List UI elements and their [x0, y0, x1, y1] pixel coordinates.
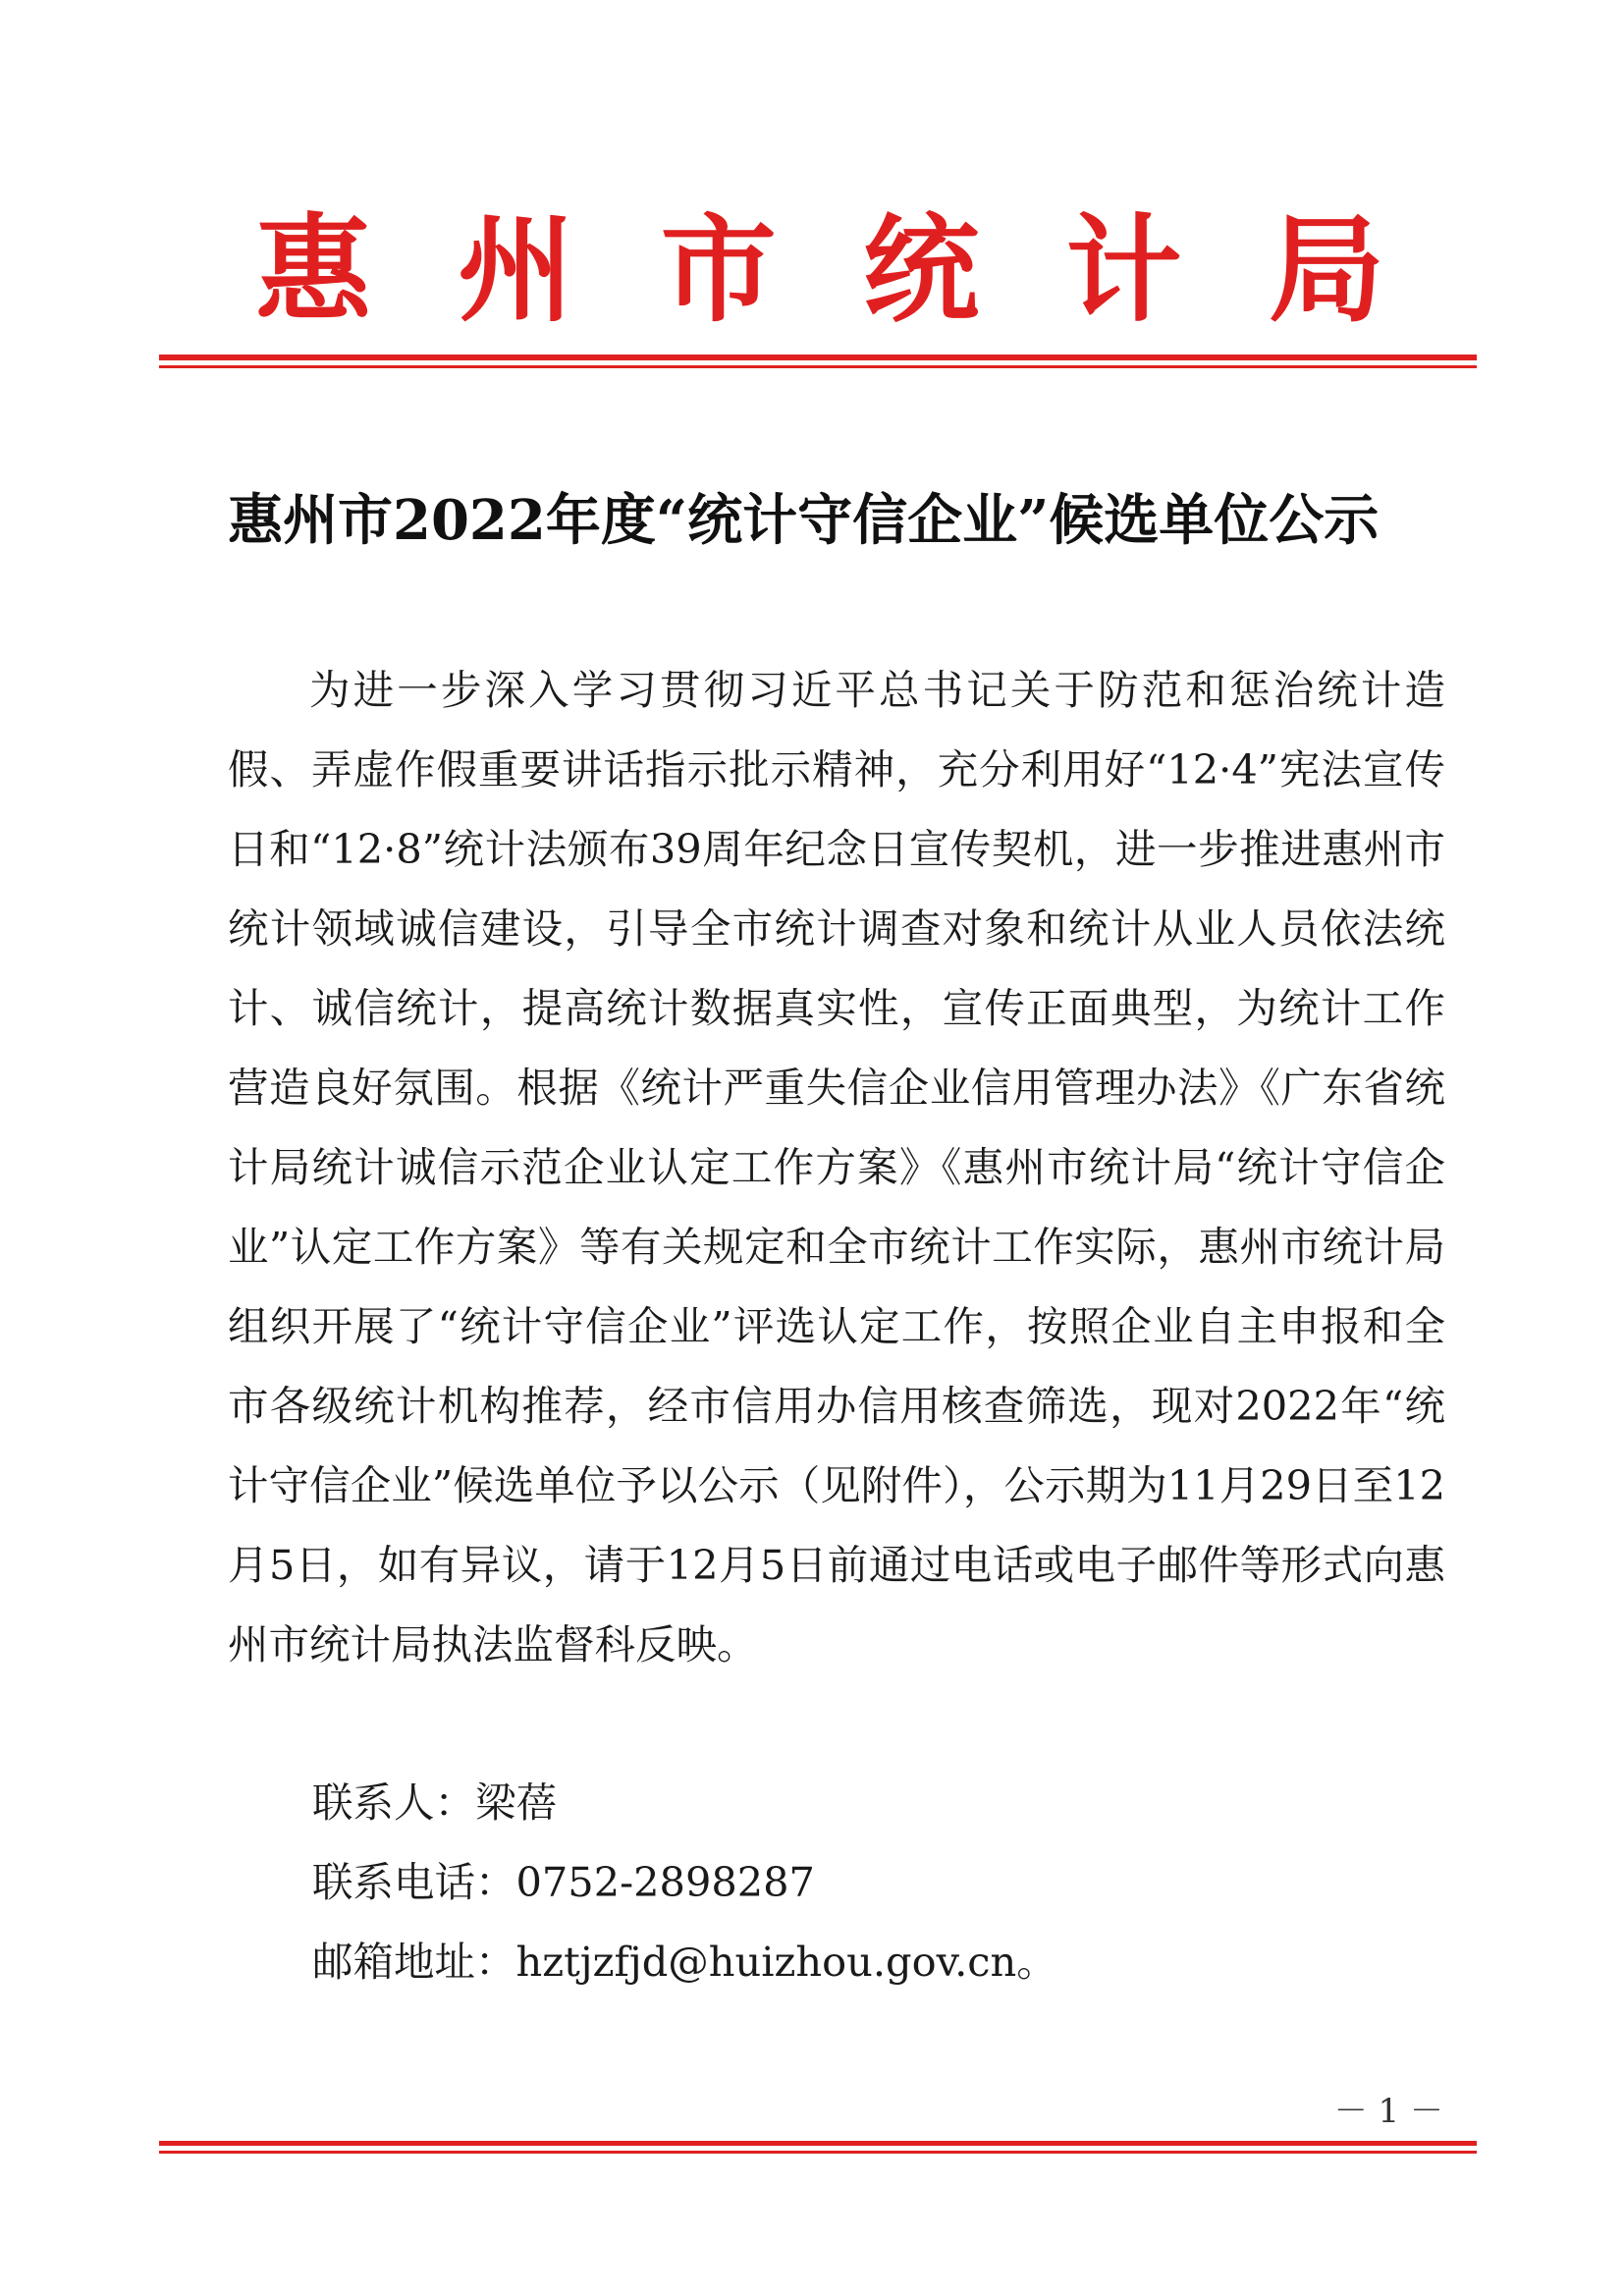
letterhead-title: [255, 201, 1384, 338]
document-body: 为进一步深入学习贯彻习近平总书记关于防范和惩治统计造假、弄虚作假重要讲话指示批示精神，充分利用好“12·4”宪法宣传日和“12·8”统计法颁布39周年纪念日宣传契机，进一步推进惠州市统计领域诚信建设，引导全市统计调查对象和统计从业人员依法统计、诚信统计，提高统计数据真实性，宣传正面典型，为统计工作营造良好氛围。根据《统计严重失信企业信用管理办法》《广东省统计局统计诚信示范企业认定工作方案》《惠州市统计局“统计守信企业”认定工作方案》等有关规定和全市统计工作实际，惠州市统计局组织开展了“统计守信企业”评选认定工作，按照企业自主申报和全市各级统计机构推荐，经市信用办信用核查筛选，现对2022年“统计守信企业”候选单位予以公示（见附件），公示期为11月29日至12月5日，如有异议，请于12月5日前通过电话或电子邮件等形式向惠州市统计局执法监督科反映。: [228, 666, 1445, 1668]
letterhead-char: 市: [660, 201, 777, 338]
letterhead-char: 计: [1065, 201, 1182, 338]
footer-divider-thick: [159, 2141, 1477, 2146]
footer-divider-thin: [159, 2151, 1477, 2154]
document-title: 惠州市2022年度“统计守信企业”候选单位公示: [228, 488, 1380, 553]
letterhead-char: 统: [863, 201, 980, 338]
letterhead-divider-thin: [159, 365, 1477, 368]
contact-person: 联系人：梁蓓: [312, 1778, 558, 1827]
letterhead-char: 局: [1268, 201, 1384, 338]
contact-phone: 联系电话：0752-2898287: [312, 1858, 815, 1906]
page-number: － 1 －: [1333, 2092, 1443, 2131]
contact-email: 邮箱地址：hztjzfjd@huizhou.gov.cn。: [312, 1938, 1057, 1986]
letterhead-char: 惠: [255, 201, 372, 338]
letterhead-char: 州: [458, 201, 574, 338]
letterhead-divider-thick: [159, 355, 1477, 360]
